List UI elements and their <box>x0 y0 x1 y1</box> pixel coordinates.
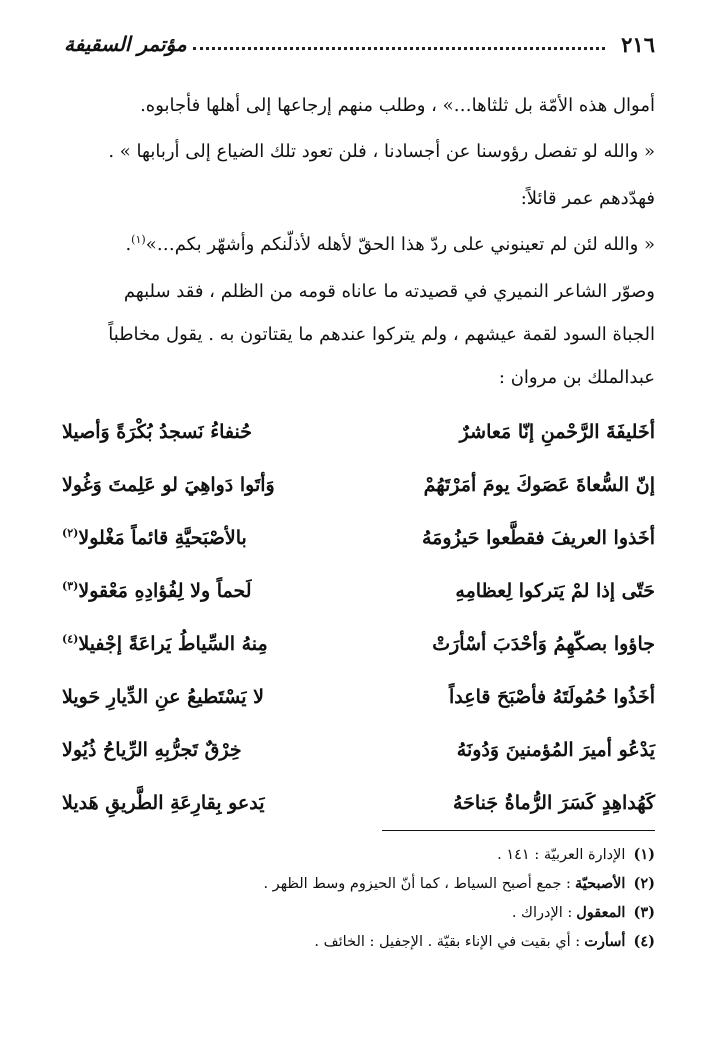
footnote-separator <box>382 830 655 831</box>
body-text <box>62 84 655 399</box>
footnote-number: (٤) <box>633 933 655 950</box>
paragraph-5-line-1: وصوّر الشاعر النميري في قصيدته ما عاناه قومه من الظلم ، فقد سلبهم <box>123 281 655 302</box>
verse-second-hemistich <box>62 792 359 814</box>
page-number: ٢١٦ <box>621 31 655 57</box>
footnote-ref-1: (١) <box>131 233 146 246</box>
verse-second-hemistich <box>62 633 359 655</box>
paragraph-3: فهدّدهم عمر قائلاً: <box>520 188 655 209</box>
paragraph-4-text: « والله لئن لم تعينوني على ردّ هذا الحقّ لأهله لأذلّنكم وأشهّر بكم…» <box>145 234 655 255</box>
poem-verse <box>62 564 655 617</box>
poem-verse <box>62 511 655 564</box>
verse-first-hemistich: أخَذُوا حُمُولَتَهُ فأصْبَحَ قاعِداً <box>448 685 655 708</box>
verse-second-text: لا يَسْتَطيعُ عنِ الدِّيارِ حَويلا <box>62 685 264 708</box>
footnote-term: الأصبحيّة <box>574 875 626 892</box>
verse-second-text: وَأتَوا دَواهِيَ لو عَلِمتَ وَغُولا <box>62 473 275 496</box>
footnote-number: (١) <box>633 846 655 863</box>
footnote-number: (٣) <box>633 904 655 921</box>
footnote-text: : أي بقيت في الإناء بقيّة . الإجفيل : الخائف . <box>314 934 581 950</box>
poem-verse <box>62 723 655 776</box>
footnote-item <box>62 933 655 962</box>
verse-second-text: حُنفاءُ نَسجدُ بُكْرَةً وَأصيلا <box>62 420 253 443</box>
verse-second-hemistich <box>62 580 359 602</box>
poem-verse <box>62 405 655 458</box>
poem <box>62 405 655 829</box>
verse-second-text: خِرْقٌ تَجرُّبِهِ الرِّياحُ ذُيُولا <box>62 738 242 761</box>
verse-second-hemistich <box>62 739 359 761</box>
paragraph-1: أموال هذه الأمّة بل ثلثاها…» ، وطلب منهم إرجاعها إلى أهلها فأجابوه. <box>140 95 655 116</box>
verse-second-text: مِنهُ السِّياطُ يَراعَةً إجْفيلا <box>78 632 268 655</box>
verse-first-hemistich: يَدْعُو أميرَ المُؤمنينَ وَدُونَهُ <box>456 738 655 761</box>
poem-verse <box>62 776 655 829</box>
paragraph-4-end: . <box>125 234 132 255</box>
book-title: مؤتمر السقيفة <box>64 32 187 56</box>
paragraph-2: « والله لو تفصل رؤوسنا عن أجسادنا ، فلن تعود تلك الضياع إلى أربابها » . <box>108 141 655 162</box>
verse-second-text: لَحماً ولا لِفُؤادِهِ مَعْقولا <box>78 579 252 602</box>
verse-first-hemistich: أخَذوا العريفَ فقطَّعوا حَيزُومَهُ <box>421 526 655 549</box>
verse-second-text: يَدعو بِقارِعَةِ الطَّريقِ هَديلا <box>62 791 265 814</box>
footnotes <box>62 846 655 962</box>
footnote-text: : جمع أصبح السياط ، كما أنّ الحيزوم وسط الظهر . <box>263 876 571 892</box>
footnote-ref-4: (٤) <box>62 632 79 646</box>
poem-verse <box>62 617 655 670</box>
paragraph-5-line-2: الجباة السود لقمة عيشهم ، ولم يتركوا عندهم ما يقتاتون به . يقول مخاطباً <box>108 324 655 345</box>
verse-second-hemistich <box>62 686 359 708</box>
footnote-item <box>62 846 655 875</box>
footnote-text: : الإدراك . <box>511 905 573 921</box>
paragraph-4 <box>62 220 655 270</box>
verse-second-hemistich <box>62 527 359 549</box>
verse-second-hemistich <box>62 474 359 496</box>
poem-verse <box>62 458 655 511</box>
verse-second-text: بالأصْبَحيَّةِ قائماً مَغْلولا <box>78 526 247 549</box>
footnote-ref-2: (٢) <box>62 526 79 540</box>
verse-second-hemistich <box>62 421 359 443</box>
header-dotted-leader <box>193 47 606 50</box>
page-header <box>64 24 655 64</box>
verse-first-hemistich: إنّ السُّعاةَ عَصَوكَ يومَ أمَرْتَهُمْ <box>423 473 655 496</box>
footnote-term: أسأرت <box>584 933 626 950</box>
poem-verse <box>62 670 655 723</box>
footnote-number: (٢) <box>633 875 655 892</box>
verse-first-hemistich: حَتّى إذا لمْ يَتركوا لِعظامِهِ <box>455 579 655 602</box>
footnote-item <box>62 904 655 933</box>
verse-first-hemistich: أخَليفَةَ الرَّحْمنِ إنّا مَعاشرٌ <box>459 420 655 443</box>
footnote-ref-3: (٣) <box>62 579 79 593</box>
footnote-term: المعقول <box>576 904 626 921</box>
footnote-text: الإدارة العربيّة : ١٤١ . <box>497 847 626 863</box>
footnote-item <box>62 875 655 904</box>
paragraph-5-line-3: عبدالملك بن مروان : <box>498 367 655 388</box>
verse-first-hemistich: كَهُداهِدٍ كَسَرَ الرُّماةُ جَناحَهُ <box>452 791 655 814</box>
verse-first-hemistich: جاؤوا بصكّهِمُ وَأحْدَبَ أسْأرَتْ <box>432 632 655 655</box>
